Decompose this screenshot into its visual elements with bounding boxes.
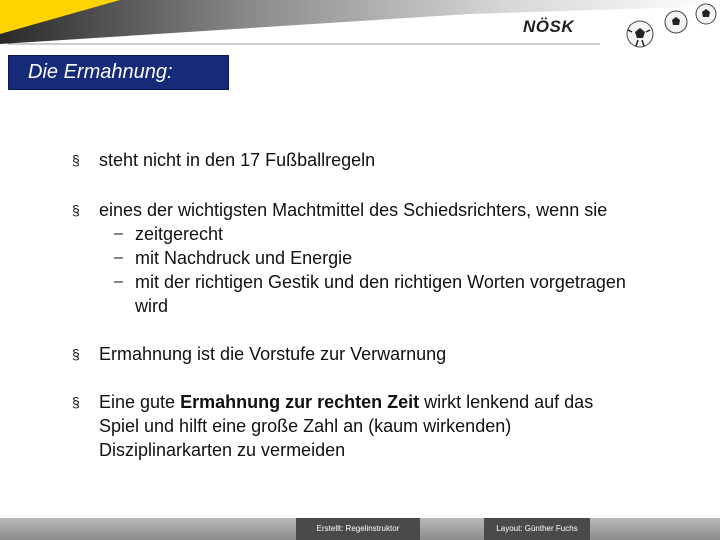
slide-header xyxy=(0,0,720,48)
bullet-text-part: wirkt lenkend auf das xyxy=(419,392,594,412)
soccer-ball-icon xyxy=(696,4,716,24)
bullet-marker: § xyxy=(72,346,80,362)
sub-bullet-marker: – xyxy=(114,225,123,242)
bullet-text-emphasis: Ermahnung zur rechten Zeit xyxy=(180,392,420,412)
soccer-ball-icon xyxy=(627,21,653,47)
footer-created: Erstellt: Regelinstruktor xyxy=(296,518,420,540)
bullet-text xyxy=(99,391,593,413)
slide-title: Die Ermahnung: xyxy=(28,61,173,83)
brand-logo-text: NÖSK xyxy=(523,17,575,36)
bullet-marker: § xyxy=(72,394,80,410)
bullet-text-continuation: Spiel und hilft eine große Zahl an (kaum wirkenden) xyxy=(99,416,512,436)
slide-title-box xyxy=(8,55,229,90)
soccer-ball-icon xyxy=(665,11,687,33)
sub-bullet-marker: – xyxy=(114,249,123,266)
bullet-text: steht nicht in den 17 Fußballregeln xyxy=(99,150,376,170)
bullet-text-continuation: Disziplinarkarten zu vermeiden xyxy=(99,440,346,460)
sub-bullet-text-continuation: wird xyxy=(135,296,169,316)
sub-bullet-text: mit Nachdruck und Energie xyxy=(135,248,353,268)
soccer-balls-icon xyxy=(610,0,720,48)
sub-bullet-text: mit der richtigen Gestik und den richtigen Worten vorgetragen xyxy=(135,272,626,292)
footer-layout: Layout: Günther Fuchs xyxy=(484,518,590,540)
sub-bullet-text: zeitgerecht xyxy=(135,224,224,244)
bullet-text-part: Eine gute xyxy=(99,392,181,412)
bullet-marker: § xyxy=(72,202,80,218)
slide-footer xyxy=(0,518,720,540)
bullet-text: eines der wichtigsten Machtmittel des Schiedsrichters, wenn sie xyxy=(99,200,608,220)
bullet-text: Ermahnung ist die Vorstufe zur Verwarnung xyxy=(99,344,447,364)
bullet-marker: § xyxy=(72,152,80,168)
sub-bullet-marker: – xyxy=(114,273,123,290)
